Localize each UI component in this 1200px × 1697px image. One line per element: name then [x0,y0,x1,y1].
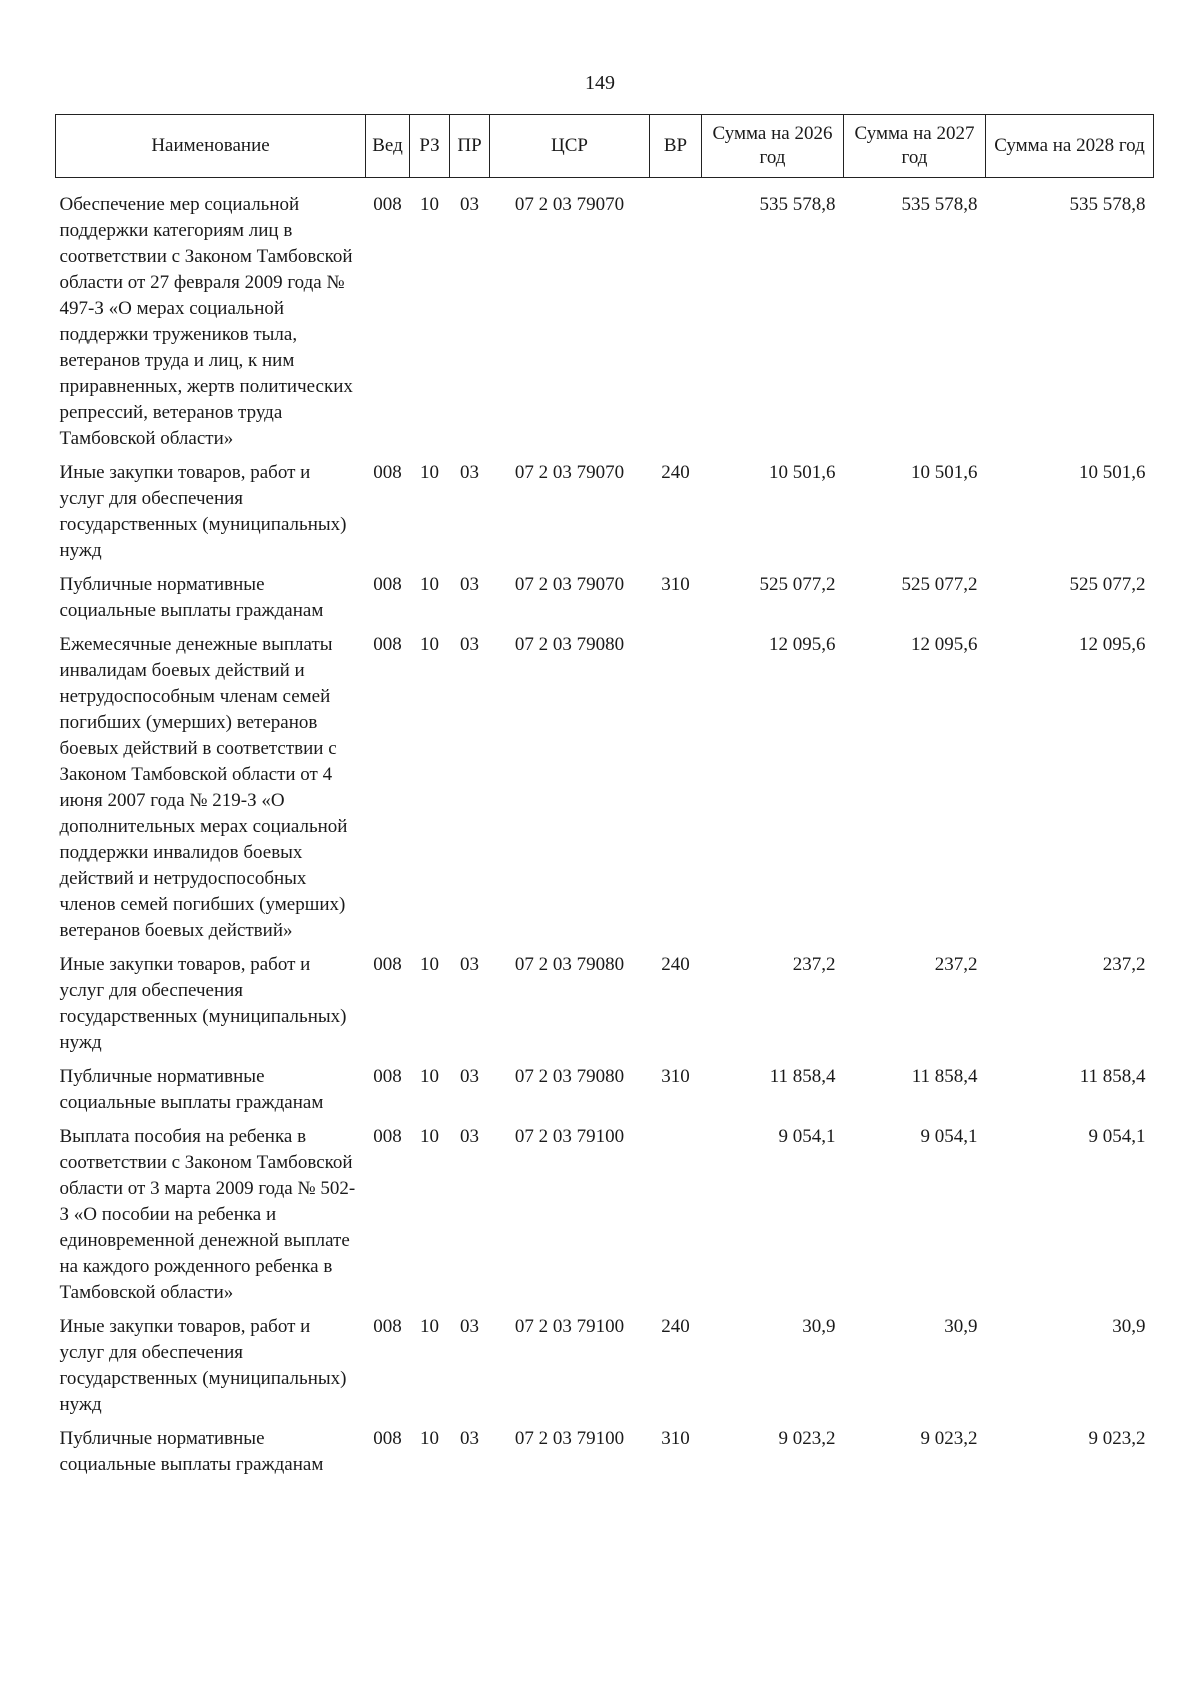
table-row [56,572,1154,632]
row-sum-2026: 12 095,6 [769,634,836,655]
row-sum-2028: 12 095,6 [1079,634,1146,655]
row-csr: 07 2 03 79070 [514,194,625,215]
header-pr: ПР [450,115,490,178]
header-ved: Вед [366,115,410,178]
row-name: Иные закупки товаров, работ и услуг для обеспечения государственных (муниципальных) нужд [59,954,347,1053]
row-rz: 10 [420,574,439,595]
row-vr [650,178,702,461]
row-rz: 10 [420,1066,439,1087]
row-sum-2026: 535 578,8 [759,194,836,215]
row-ved: 008 [373,634,402,655]
row-vr [650,632,702,952]
row-sum-2028: 535 578,8 [1069,194,1146,215]
row-pr: 03 [460,1066,479,1087]
header-name: Наименование [56,115,366,178]
row-sum-2028: 9 054,1 [1088,1126,1146,1147]
row-sum-2028: 237,2 [1102,954,1146,975]
budget-table [55,114,1154,1486]
row-rz: 10 [420,954,439,975]
row-sum-2026: 10 501,6 [769,462,836,483]
row-sum-2028: 10 501,6 [1079,462,1146,483]
row-csr: 07 2 03 79080 [514,1066,625,1087]
row-csr: 07 2 03 79100 [514,1316,625,1337]
row-csr: 07 2 03 79080 [514,954,625,975]
row-name: Иные закупки товаров, работ и услуг для обеспечения государственных (муниципальных) нужд [59,1316,347,1415]
row-pr: 03 [460,194,479,215]
header-csr: ЦСР [490,115,650,178]
row-sum-2028: 525 077,2 [1069,574,1146,595]
row-sum-2026: 9 054,1 [778,1126,836,1147]
row-pr: 03 [460,954,479,975]
row-pr: 03 [460,634,479,655]
row-vr [650,1124,702,1314]
row-sum-2028: 30,9 [1112,1316,1146,1337]
row-sum-2026: 30,9 [802,1316,836,1337]
row-rz: 10 [420,194,439,215]
header-sum-2028: Сумма на 2028 год [986,115,1154,178]
header-rz: РЗ [410,115,450,178]
row-pr: 03 [460,1428,479,1449]
header-sum-2027: Сумма на 2027 год [844,115,986,178]
row-pr: 03 [460,1126,479,1147]
row-sum-2028: 9 023,2 [1088,1428,1146,1449]
row-sum-2027: 237,2 [934,954,978,975]
row-rz: 10 [420,462,439,483]
row-ved: 008 [373,574,402,595]
row-sum-2027: 525 077,2 [901,574,978,595]
row-rz: 10 [420,634,439,655]
header-sum-2026: Сумма на 2026 год [702,115,844,178]
row-name: Публичные нормативные социальные выплаты гражданам [59,1428,324,1475]
row-csr: 07 2 03 79070 [514,462,625,483]
row-name: Публичные нормативные социальные выплаты гражданам [59,574,324,621]
row-vr: 240 [661,462,690,483]
row-name: Иные закупки товаров, работ и услуг для обеспечения государственных (муниципальных) нужд [59,462,347,561]
row-pr: 03 [460,574,479,595]
row-sum-2027: 9 054,1 [920,1126,978,1147]
row-ved: 008 [373,1316,402,1337]
row-ved: 008 [373,1428,402,1449]
row-sum-2027: 11 858,4 [911,1066,978,1087]
row-ved: 008 [373,462,402,483]
row-csr: 07 2 03 79070 [514,574,625,595]
row-sum-2026: 525 077,2 [759,574,836,595]
table-row [56,1064,1154,1124]
row-sum-2026: 9 023,2 [778,1428,836,1449]
row-ved: 008 [373,194,402,215]
row-name: Публичные нормативные социальные выплаты гражданам [59,1066,324,1113]
row-vr: 240 [661,954,690,975]
table-row [56,1314,1154,1426]
table-row [56,632,1154,952]
row-sum-2027: 9 023,2 [920,1428,978,1449]
row-sum-2027: 12 095,6 [911,634,978,655]
row-csr: 07 2 03 79100 [514,1126,625,1147]
table-row [56,1124,1154,1314]
row-csr: 07 2 03 79080 [514,634,625,655]
row-sum-2027: 535 578,8 [901,194,978,215]
table-row [56,952,1154,1064]
row-pr: 03 [460,462,479,483]
page-number: 149 [585,72,615,94]
row-sum-2026: 11 858,4 [769,1066,836,1087]
row-vr: 310 [661,1428,690,1449]
table-header-row [56,115,1154,178]
row-rz: 10 [420,1428,439,1449]
row-rz: 10 [420,1316,439,1337]
row-rz: 10 [420,1126,439,1147]
row-name: Обеспечение мер социальной поддержки категориям лиц в соответствии с Законом Тамбовской области от 27 февраля 2009 года № 497-З «О мерах социальной поддержки тружеников тыла, ветеранов труда и лиц, к ним приравненных, жертв политических репрессий, ветеранов труда Тамбовской области» [59,194,353,449]
row-sum-2026: 237,2 [792,954,836,975]
row-ved: 008 [373,1066,402,1087]
row-sum-2027: 30,9 [944,1316,978,1337]
row-csr: 07 2 03 79100 [514,1428,625,1449]
row-sum-2028: 11 858,4 [1079,1066,1146,1087]
row-vr: 240 [661,1316,690,1337]
header-vr: ВР [650,115,702,178]
row-vr: 310 [661,1066,690,1087]
table-row [56,1426,1154,1486]
table-row [56,460,1154,572]
row-pr: 03 [460,1316,479,1337]
row-ved: 008 [373,1126,402,1147]
table-row [56,178,1154,461]
row-vr: 310 [661,574,690,595]
row-name: Ежемесячные денежные выплаты инвалидам боевых действий и нетрудоспособным членам семей погибших (умерших) ветеранов боевых действий в соответствии с Законом Тамбовской области от 4 июня 2007 года № 219-З «О дополнительных мерах социальной поддержки инвалидов боевых действий и нетрудоспособных членов семей погибших (умерших) ветеранов боевых действий» [59,634,348,941]
row-sum-2027: 10 501,6 [911,462,978,483]
row-ved: 008 [373,954,402,975]
row-name: Выплата пособия на ребенка в соответствии с Законом Тамбовской области от 3 марта 2009 года № 502-З «О пособии на ребенка и единовременной денежной выплате на каждого рожденного ребенка в Тамбовской области» [59,1126,356,1303]
